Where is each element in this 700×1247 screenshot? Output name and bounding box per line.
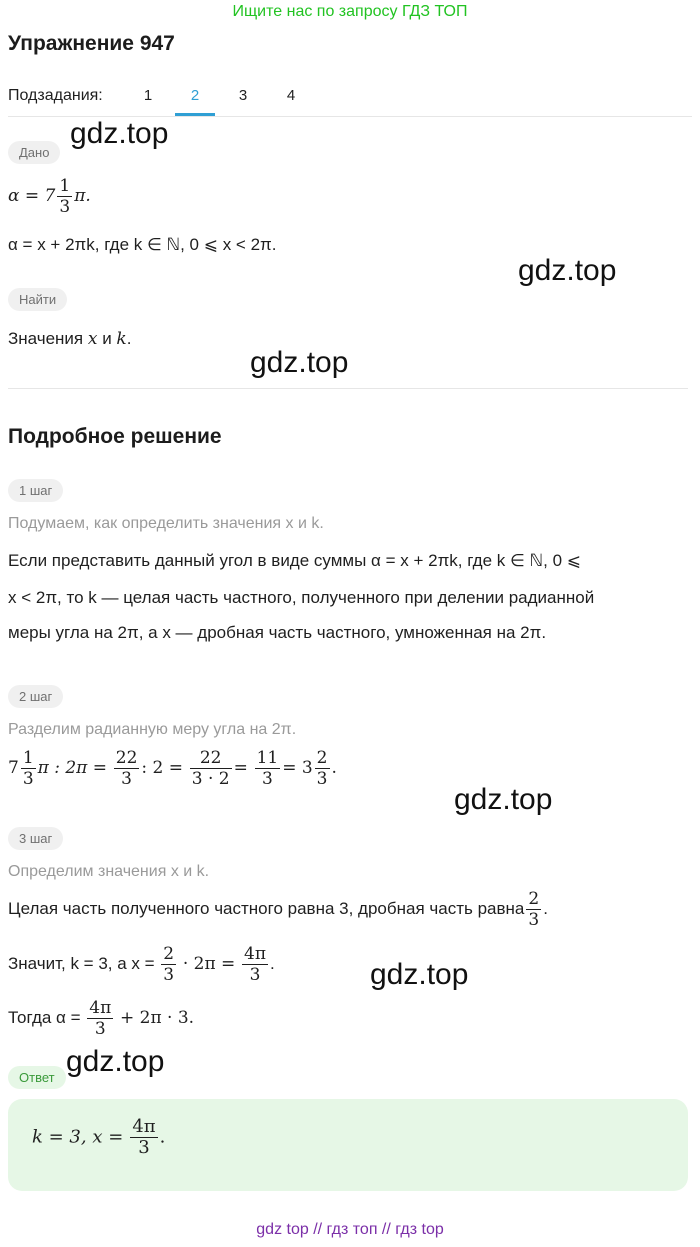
promo-banner: Ищите нас по запросу ГДЗ ТОП <box>232 3 468 20</box>
subtask-tabs <box>8 78 692 117</box>
frac-den: 3 <box>249 965 261 985</box>
solution-title: Подробное решение <box>8 425 222 448</box>
frac-num: 1 <box>59 176 71 196</box>
step-1-hint: Подумаем, как определить значения x и k. <box>8 515 324 532</box>
answer-frac <box>130 1117 157 1158</box>
step-3-text-3: Тогда α = <box>8 1007 81 1027</box>
step-3-end-3: + 2π · 3. <box>120 1007 195 1028</box>
given-line-2: α = x + 2πk, где k ∈ ℕ, 0 ⩽ x < 2π. <box>8 235 277 254</box>
frac-num: 22 <box>190 748 232 769</box>
step-1-line-2: x < 2π, то k — целая часть частного, полученного при делении радианной <box>8 588 595 607</box>
frac-den: 3 <box>22 769 34 789</box>
var-k: k <box>116 329 127 349</box>
eq-frac-1 <box>21 748 36 789</box>
var-x: x <box>87 329 98 349</box>
frac-num: 22 <box>115 748 138 768</box>
eq-end: . <box>331 757 337 778</box>
step-3-hint: Определим значения x и k. <box>8 863 210 880</box>
frac-num: 4π <box>244 944 267 964</box>
frac-num: 4π <box>89 998 112 1018</box>
frac-den: 3 <box>528 910 540 930</box>
frac-num: 11 <box>256 748 279 768</box>
step-2-pill: 2 шаг <box>8 685 63 708</box>
frac-num: 1 <box>22 748 34 768</box>
frac-den: 3 <box>94 1019 106 1039</box>
given-fraction <box>57 176 72 217</box>
eq-frac-2 <box>114 748 140 789</box>
eq-frac-4 <box>255 748 281 789</box>
frac-den: 3 <box>316 769 328 789</box>
answer-box <box>8 1099 688 1191</box>
eq-equals-3: = 3 <box>282 757 313 778</box>
frac-den: 3 <box>59 197 71 217</box>
given-alpha-prefix: α = 7 <box>8 185 56 206</box>
step-3-text-2: Значит, k = 3, а x = <box>8 953 155 973</box>
frac-num: 2 <box>316 748 328 768</box>
step-3-end-1: . <box>543 898 548 918</box>
step-3-line-1 <box>8 889 548 930</box>
find-and: и <box>97 329 117 348</box>
step-3-text-1: Целая часть полученного частного равна 3, дробная часть равна <box>8 898 525 918</box>
watermark: gdz.top <box>454 783 553 816</box>
frac-den: 3 <box>138 1137 150 1158</box>
step-3-pill: 3 шаг <box>8 827 63 850</box>
step-3-frac-c <box>87 998 113 1039</box>
eq-whole: 7 <box>8 757 19 778</box>
tab-subtask-2[interactable]: 2 <box>190 87 200 104</box>
find-end: . <box>126 329 132 348</box>
tab-subtask-1[interactable]: 1 <box>143 87 153 104</box>
frac-den: 3 · 2 <box>191 769 230 789</box>
eq-frac-3 <box>190 748 232 789</box>
answer-end: . <box>159 1126 166 1148</box>
eq-part-1: π : 2π = <box>37 757 108 778</box>
frac-num: 2 <box>163 944 175 964</box>
find-text: Значения <box>8 329 88 348</box>
step-3-line-3 <box>8 998 194 1039</box>
eq-equals: = <box>233 757 248 778</box>
watermark: gdz.top <box>70 117 169 150</box>
frac-den: 3 <box>163 965 175 985</box>
step-1-line-3: меры угла на 2π, а x — дробная часть частного, умноженная на 2π. <box>8 623 547 642</box>
frac-den: 3 <box>121 769 132 789</box>
given-line-1 <box>8 176 91 217</box>
find-line <box>8 327 131 351</box>
section-divider <box>8 388 688 389</box>
tab-subtask-4[interactable]: 4 <box>286 87 296 104</box>
subtasks-label: Подзадания: <box>8 87 103 104</box>
step-3-mid: · 2π = <box>182 953 236 974</box>
answer-text: k = 3, x = <box>32 1126 124 1148</box>
footer-links[interactable]: gdz top // гдз топ // гдз top <box>256 1221 444 1238</box>
given-alpha-suffix: π. <box>74 185 91 206</box>
exercise-title: Упражнение 947 <box>8 32 175 55</box>
watermark: gdz.top <box>370 958 469 991</box>
given-pill: Дано <box>8 141 60 164</box>
eq-frac-5 <box>315 748 330 789</box>
active-tab-indicator <box>175 113 215 116</box>
watermark: gdz.top <box>66 1045 165 1078</box>
step-3-frac-b <box>242 944 268 985</box>
step-1-line-1: Если представить данный угол в виде суммы α = x + 2πk, где k ∈ ℕ, 0 ⩽ <box>8 551 582 570</box>
step-2-equation <box>8 748 337 789</box>
step-3-frac-a <box>161 944 176 985</box>
answer-pill: Ответ <box>8 1066 66 1089</box>
eq-part-2: : 2 = <box>141 757 183 778</box>
frac-num: 4π <box>132 1116 156 1137</box>
find-pill: Найти <box>8 288 67 311</box>
step-3-frac <box>526 889 541 930</box>
step-2-hint: Разделим радианную меру угла на 2π. <box>8 721 297 738</box>
watermark: gdz.top <box>518 254 617 287</box>
frac-num: 2 <box>528 889 540 909</box>
watermark: gdz.top <box>250 346 349 379</box>
step-1-pill: 1 шаг <box>8 479 63 502</box>
step-3-line-2 <box>8 944 275 985</box>
step-3-end-2: . <box>270 953 275 973</box>
tab-subtask-3[interactable]: 3 <box>238 87 248 104</box>
frac-den: 3 <box>261 769 273 789</box>
answer-content <box>32 1117 165 1158</box>
